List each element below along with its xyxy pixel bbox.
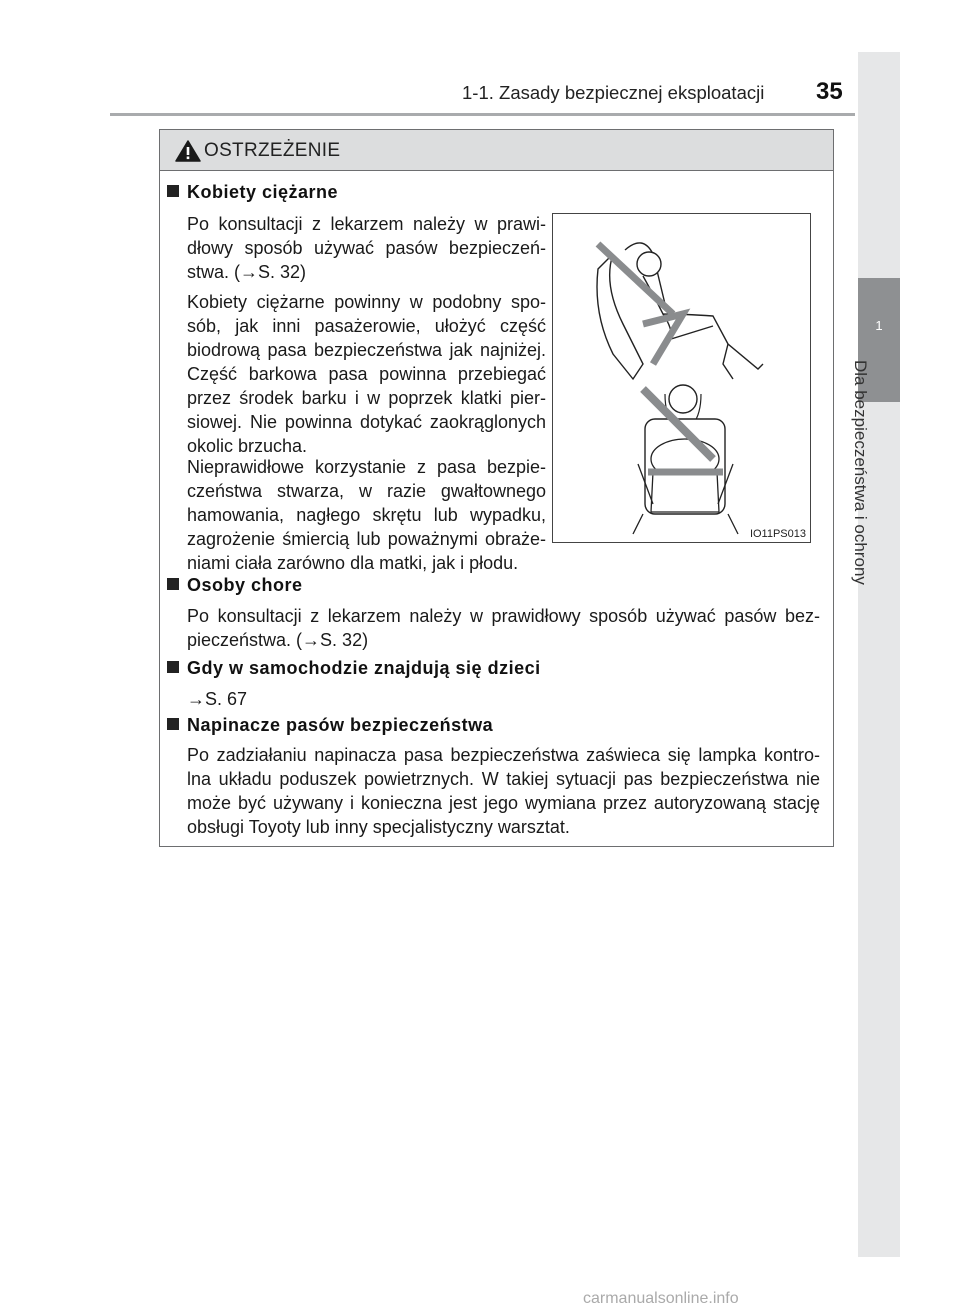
header-divider bbox=[110, 113, 855, 116]
figure-code: IO11PS013 bbox=[749, 528, 806, 540]
page-number: 35 bbox=[816, 78, 843, 105]
chapter-number: 1 bbox=[875, 318, 883, 333]
warning-title: OSTRZEŻENIE bbox=[204, 140, 341, 161]
section-heading-pretensioners: Napinacze pasów bezpieczeństwa bbox=[167, 715, 493, 736]
paragraph: Po zadziałaniu napinacza pasa bezpieczeństwa zaświeca się lampka kontro-lna układu poduszek powietrznych. W takiej sytuacji pas bezpieczeństwa nie może być używany i konieczna jest jego wymiana przez autoryzowaną stację obsługi Toyoty lub inny specjalistyczny warsztat. bbox=[187, 745, 820, 837]
running-header-title: 1-1. Zasady bezpiecznej eksploatacji bbox=[462, 82, 765, 103]
paragraph: Po konsultacji z lekarzem należy w prawi-dłowy sposób używać pasów bezpieczeń-stwa. (→S. 32) bbox=[187, 214, 546, 282]
seatbelt-figure-drawing bbox=[553, 214, 810, 542]
bullet-square-icon bbox=[167, 661, 179, 673]
section-heading-children: Gdy w samochodzie znajdują się dzieci bbox=[167, 658, 541, 679]
bullet-square-icon bbox=[167, 185, 179, 197]
bullet-square-icon bbox=[167, 718, 179, 730]
warning-box bbox=[159, 129, 834, 847]
chapter-label: Dla bezpieczeństwa i ochrony bbox=[851, 360, 870, 585]
watermark: carmanualsonline.info bbox=[583, 1290, 739, 1307]
page-reference-link[interactable]: →S. 67 bbox=[187, 689, 248, 709]
warning-header bbox=[160, 130, 833, 171]
pregnant-seatbelt-illustration bbox=[552, 213, 811, 543]
section-heading-sick: Osoby chore bbox=[167, 575, 303, 596]
paragraph: Kobiety ciężarne powinny w podobny spo-sób, jak inni pasażerowie, ułożyć część biodrową pasa bezpieczeństwa jak najniżej. Część barkowa pasa powinna przebiegać przez środek barku i w poprzek klatki pier-siowej. Nie powinna dotykać zaokrąglonych okolic brzucha. bbox=[187, 292, 546, 456]
warning-triangle-icon bbox=[175, 140, 201, 162]
chapter-side-tab bbox=[851, 52, 900, 1257]
paragraph: Nieprawidłowe korzystanie z pasa bezpie-czeństwa stwarza, w razie gwałtownego hamowania, nagłego skrętu lub wypadku, zagrożenie śmiercią lub poważnymi obraże-niami ciała zarówno dla matki, jak i płodu. bbox=[187, 457, 546, 573]
section-heading-pregnant: Kobiety ciężarne bbox=[167, 182, 338, 203]
paragraph: Po konsultacji z lekarzem należy w prawidłowy sposób używać pasów bez-pieczeństwa. (→S. 32) bbox=[187, 606, 820, 650]
bullet-square-icon bbox=[167, 578, 179, 590]
